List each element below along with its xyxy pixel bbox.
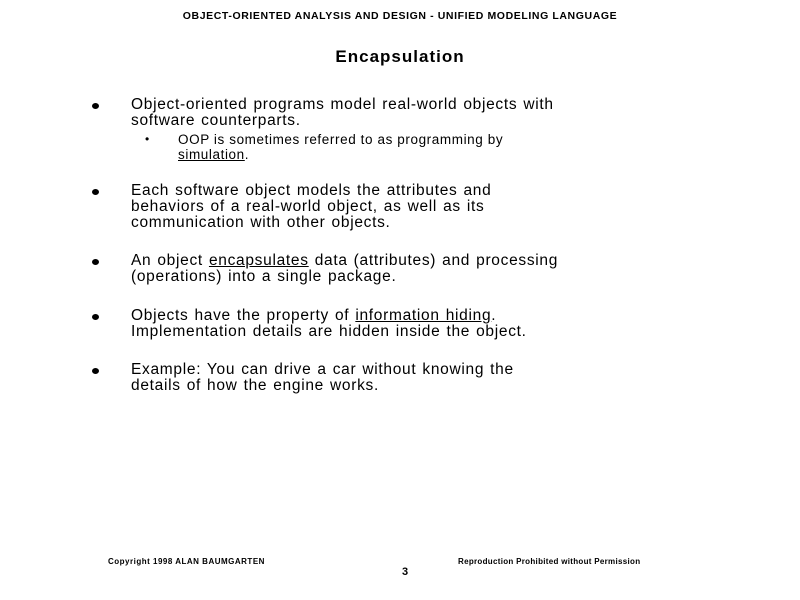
bullet-line [131,308,731,324]
bullet-icon [92,314,99,320]
bullet-text [131,308,731,340]
page-number: 3 [402,566,409,578]
bullet-text [131,97,731,129]
sub-bullet-text [178,132,698,162]
bullet-line: (operations) into a single package. [131,268,397,285]
slide-title: Encapsulation [335,47,465,66]
underlined-term: encapsulates [208,252,309,269]
underlined-term: simulation [178,147,245,162]
sub-bullet-line: OOP is sometimes referred to as programming by [178,132,504,147]
document-header: OBJECT-ORIENTED ANALYSIS AND DESIGN - UNIFIED MODELING LANGUAGE [182,10,618,22]
bullet-icon [92,368,99,374]
text-run: data (attributes) and processing [308,252,559,269]
text-run: . [491,307,497,324]
text-run: An object [131,252,209,269]
bullet-line: behaviors of a real-world object, as well as its [131,198,485,215]
bullet-text [131,362,731,394]
bullet-icon [92,189,99,195]
bullet-line: communication with other objects. [131,214,391,231]
reproduction-notice: Reproduction Prohibited without Permission [458,557,641,566]
sub-bullet-line [178,147,698,162]
copyright-notice: Copyright 1998 ALAN BAUMGARTEN [108,557,265,566]
bullet-icon [92,259,99,265]
bullet-text [131,183,731,231]
bullet-icon [92,103,99,109]
bullet-line: Object-oriented programs model real-world objects with [131,96,554,113]
text-run: Objects have the property of [131,307,356,324]
sub-bullet-icon: • [145,132,150,146]
punctuation: . [244,147,250,162]
bullet-line: details of how the engine works. [131,377,379,394]
bullet-line: Each software object models the attributes and [131,182,492,199]
bullet-line [131,253,731,269]
bullet-line: Example: You can drive a car without knowing the [131,361,514,378]
underlined-term: information hiding [355,307,492,324]
bullet-line: software counterparts. [131,112,301,129]
bullet-text [131,253,731,285]
bullet-line: Implementation details are hidden inside the object. [131,323,527,340]
